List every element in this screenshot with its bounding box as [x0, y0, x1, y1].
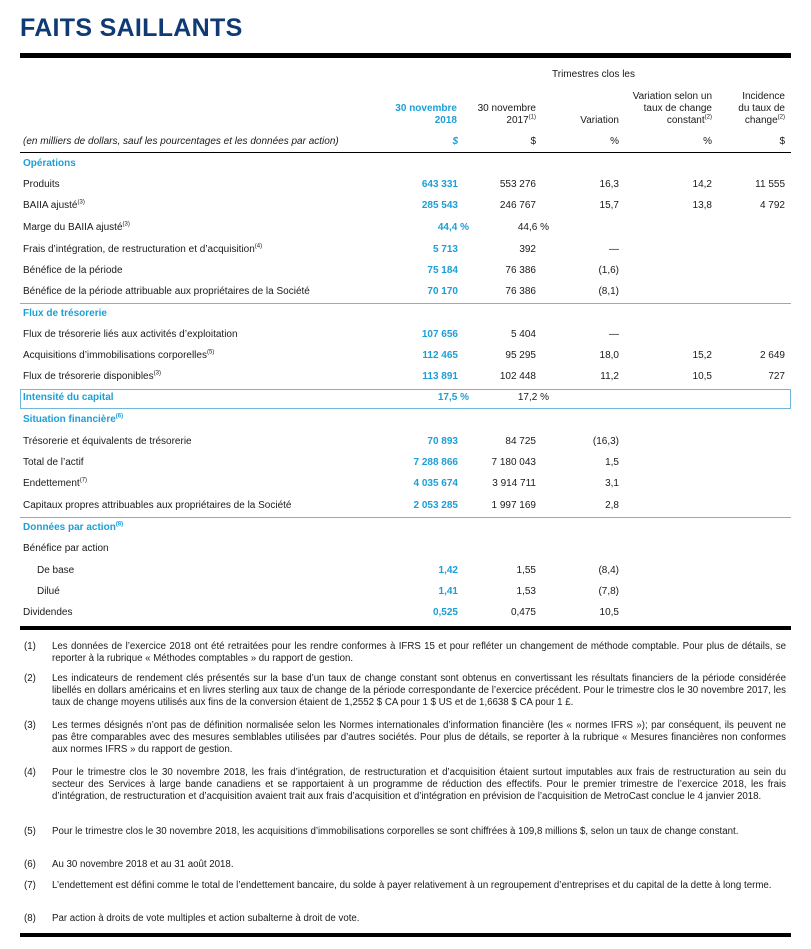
table-row: Trésorerie et équivalents de trésorerie 70 893 84 725 (16,3) [23, 436, 619, 447]
col5-header: Incidence du taux de change$^{(2)}$ [738, 91, 785, 126]
page-title: FAITS SAILLANTS [20, 14, 243, 42]
table-row: Bénéfice de la période 75 184 76 386 (1,6) [23, 265, 619, 276]
section-per-share: Données par action$^{(8)}$ [23, 521, 124, 533]
table-row: BAIIA ajusté$^{(3)}$ 285 543 246 767 15,7 13,8 4 792 [23, 199, 785, 211]
table-row: Bénéfice par action [23, 543, 109, 554]
col1-header: 30 novembre 2018 [395, 103, 457, 126]
section-cash-flow: Flux de trésorerie [23, 308, 107, 319]
table-row: Endettement$^{(7)}$ 4 035 674 3 914 711 3,1 [23, 477, 619, 489]
table-row: Dilué 1,41 1,53 (7,8) [37, 586, 619, 597]
table-row: De base 1,42 1,55 (8,4) [37, 565, 619, 576]
units-row: (en milliers de dollars, sauf les pourcentages et les données par action) $ $ % % $ [23, 136, 785, 147]
table-row: Total de l’actif 7 288 866 7 180 043 1,5 [23, 457, 619, 468]
table-row: Capitaux propres attribuables aux propriétaires de la Société 2 053 285 1 997 169 2,8 [23, 500, 619, 511]
table-row: Bénéfice de la période attribuable aux propriétaires de la Société 70 170 76 386 (8,1) [23, 286, 619, 297]
table-row: Frais d’intégration, de restructuration et d’acquisition$^{(4)}$ 5 713 392 — [23, 243, 619, 255]
table-row: Marge du BAIIA ajusté$^{(3)}$ 44,4 % 44,6 % [23, 221, 549, 233]
top-rule [20, 53, 791, 58]
table-row: Acquisitions d’immobilisations corporelles$^{(5)}$ 112 465 95 295 18,0 15,2 2 649 [23, 349, 785, 361]
period-group-header: Trimestres clos les [552, 69, 635, 80]
page-bottom-rule [20, 933, 791, 937]
col4-header: Variation selon un taux de change constant$^{(2)}$ [632, 91, 712, 126]
table-row: Produits 643 331 553 276 16,3 14,2 11 555 [23, 179, 785, 190]
col2-header: 30 novembre 2017$^{(1)}$ [477, 103, 536, 126]
table-bottom-rule [20, 626, 791, 630]
col3-header: Variation [580, 115, 619, 126]
section-operations: Opérations [23, 158, 76, 169]
header-rule [20, 152, 791, 153]
table-row: Dividendes 0,525 0,475 10,5 [23, 607, 619, 618]
section-financial-position: Situation financière$^{(6)}$ [23, 413, 124, 425]
table-row: Flux de trésorerie liés aux activités d’exploitation 107 656 5 404 — [23, 329, 619, 340]
table-row: Flux de trésorerie disponibles$^{(3)}$ 113 891 102 448 11,2 10,5 727 [23, 370, 785, 382]
section-capital-intensity: Intensité du capital 17,5 % 17,2 % [23, 392, 549, 403]
